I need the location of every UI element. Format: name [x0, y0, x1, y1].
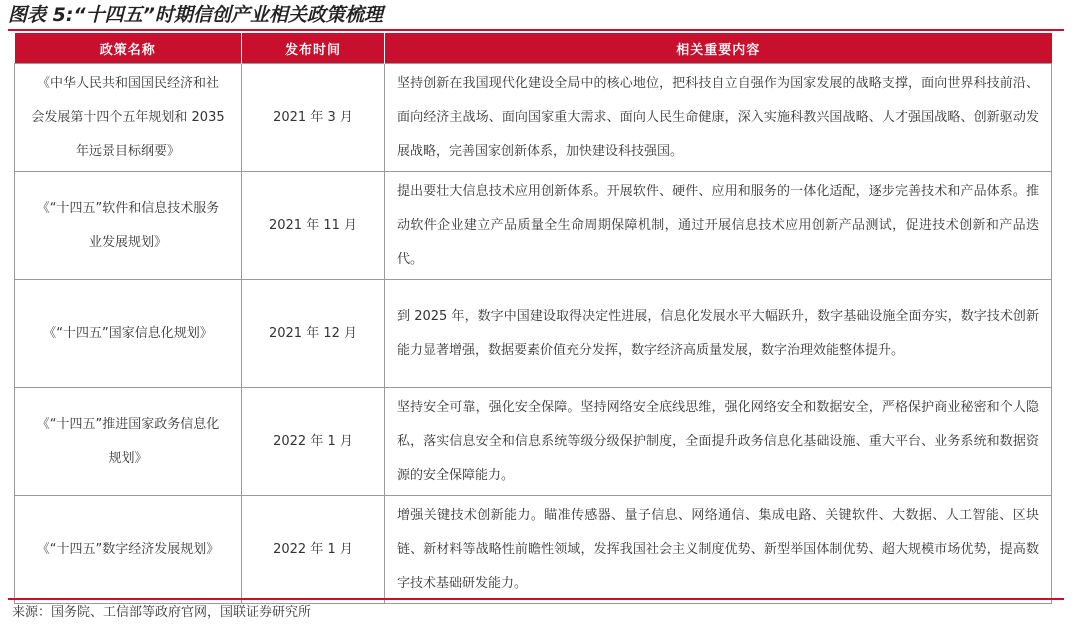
header-release-date: 发布时间 [242, 33, 385, 64]
release-date-cell: 2022 年 1 月 [242, 496, 385, 604]
release-date-cell: 2021 年 3 月 [242, 64, 385, 172]
table-header-row [15, 33, 1052, 64]
table-row [15, 172, 1052, 280]
key-content-cell: 提出要壮大信息技术应用创新体系。开展软件、硬件、应用和服务的一体化适配，逐步完善技术和产品体系。推动软件企业建立产品质量全生命周期保障机制，通过开展信息技术应用创新产品测试，促进技术创新和产品迭代。 [385, 172, 1052, 280]
policy-name-cell: 《“十四五”国家信息化规划》 [15, 280, 242, 388]
policy-name-cell: 《“十四五”推进国家政务信息化规划》 [15, 388, 242, 496]
release-date-cell: 2022 年 1 月 [242, 388, 385, 496]
policy-table [14, 33, 1052, 604]
header-policy-name: 政策名称 [15, 33, 242, 64]
table-row [15, 280, 1052, 388]
source-divider [8, 598, 1064, 600]
table-row [15, 388, 1052, 496]
key-content-cell: 坚持安全可靠，强化安全保障。坚持网络安全底线思维，强化网络安全和数据安全，严格保护商业秘密和个人隐私，落实信息安全和信息系统等级分级保护制度，全面提升政务信息化基础设施、重大平台、业务系统和数据资源的安全保障能力。 [385, 388, 1052, 496]
title-divider [8, 29, 1064, 31]
policy-name-cell: 《“十四五”软件和信息技术服务业发展规划》 [15, 172, 242, 280]
policy-name-cell: 《中华人民共和国国民经济和社会发展第十四个五年规划和 2035 年远景目标纲要》 [15, 64, 242, 172]
key-content-cell: 到 2025 年，数字中国建设取得决定性进展，信息化发展水平大幅跃升，数字基础设施全面夯实，数字技术创新能力显著增强，数据要素价值充分发挥，数字经济高质量发展，数字治理效能整体提升。 [385, 280, 1052, 388]
header-key-content: 相关重要内容 [385, 33, 1052, 64]
release-date-cell: 2021 年 11 月 [242, 172, 385, 280]
table-row [15, 64, 1052, 172]
key-content-cell: 增强关键技术创新能力。瞄准传感器、量子信息、网络通信、集成电路、关键软件、大数据、人工智能、区块链、新材料等战略性前瞻性领域，发挥我国社会主义制度优势、新型举国体制优势、超大规模市场优势，提高数字技术基础研发能力。 [385, 496, 1052, 604]
policy-name-cell: 《“十四五”数字经济发展规划》 [15, 496, 242, 604]
table-row [15, 496, 1052, 604]
source-note: 来源：国务院、工信部等政府官网，国联证券研究所 [12, 605, 312, 620]
key-content-cell: 坚持创新在我国现代化建设全局中的核心地位，把科技自立自强作为国家发展的战略支撑，面向世界科技前沿、面向经济主战场、面向国家重大需求、面向人民生命健康，深入实施科教兴国战略、人才强国战略、创新驱动发展战略，完善国家创新体系，加快建设科技强国。 [385, 64, 1052, 172]
release-date-cell: 2021 年 12 月 [242, 280, 385, 388]
figure-title: 图表 5:“十四五”时期信创产业相关政策梳理 [8, 4, 383, 26]
